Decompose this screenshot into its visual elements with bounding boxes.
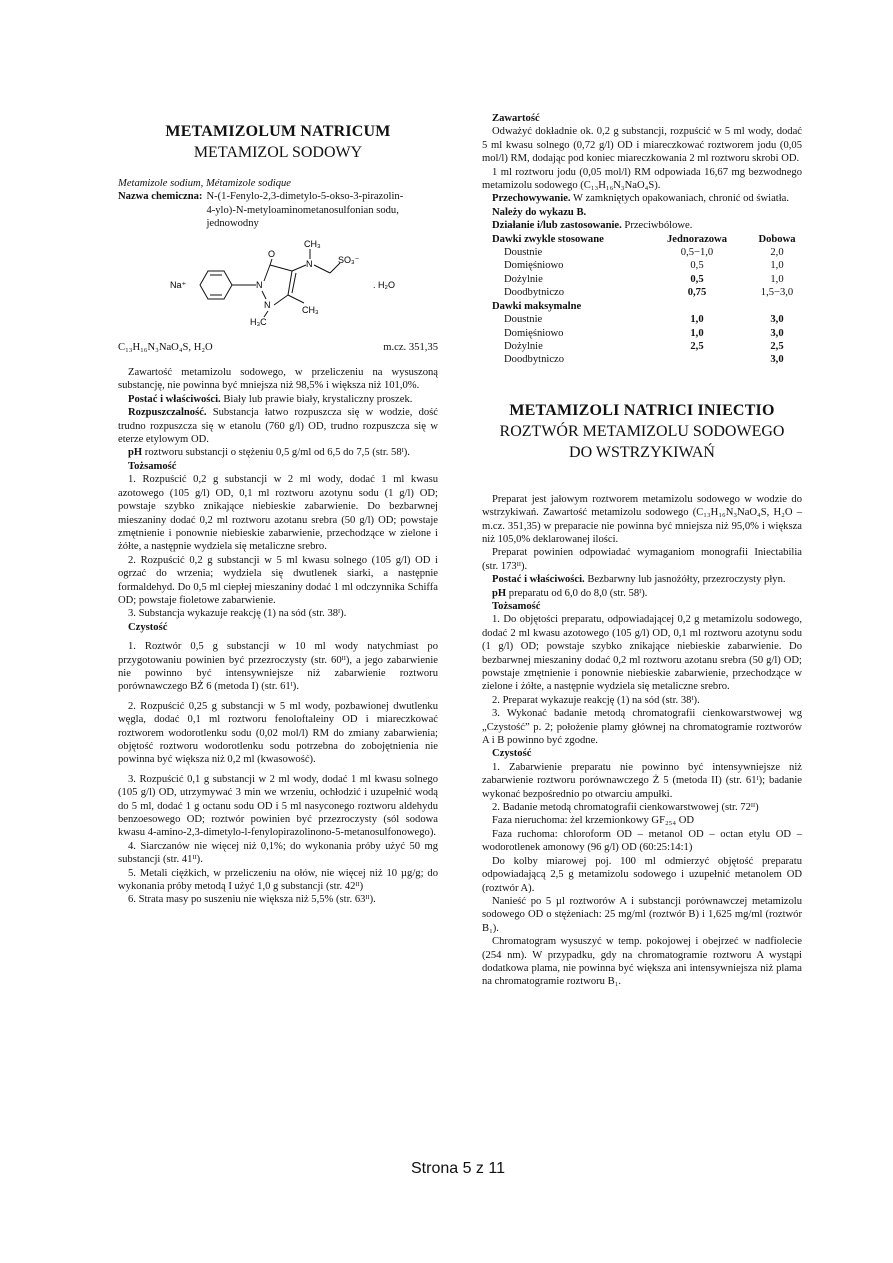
list-b: Należy do wykazu B.	[492, 206, 587, 218]
paragraph-text: 5. Metali ciężkich, w przeliczeniu na ołów, nie więcej niż 10 µg/g; do wykonania próby metodą I użyć 1,0 g substancji (str. 42ᴵᴵ)	[118, 867, 438, 893]
single-dose-value: 2,5	[690, 340, 704, 352]
assay-paragraph: 1 ml roztworu jodu (0,05 mol/l) RM odpowiada 16,67 mg bezwodnego metamizolu sodowego (C₁₃H₁₆N₃NaO₄S).	[482, 166, 802, 192]
paragraph-text: Do kolby miarowej poj. 100 ml odmierzyć objętość preparatu odpowiadającą 2,5 g metamizolu sodowego i uzupełnić metanolem OD (roztwór A).	[482, 855, 802, 894]
ch3-right-label: CH₃	[302, 304, 319, 315]
dose-route: Domięśniowo	[504, 327, 564, 339]
paragraph-text: 2. Rozpuścić 0,25 g substancji w 5 ml wody, pozbawionej dwutlenku węgla, dodać 0,1 ml roztworu fenoloftaleiny OD i miareczkować roztworem wodorotlenku sodu (0,02 mol/l) RM do zmiany zabarwienia; objętość roztworu wodorotlenku sodu potrzebna do zobojętnienia nie powinna być większa niż 0,2 ml (kwasowość).	[118, 700, 438, 766]
paragraph-text: 1. Roztwór 0,5 g substancji w 10 ml wody natychmiast po przygotowaniu powinien być przezroczysty (str. 60ᴵᴵ), a jego zabarwienie nie powinno być intensywniejsze niż zabarwienie roztworu porównawczego BŻ 6 (metoda I) (str. 61ᴵ).	[118, 641, 438, 693]
monograph-title: METAMIZOLUM NATRICUM	[165, 123, 391, 140]
paragraph	[118, 867, 438, 894]
formula-row	[118, 341, 438, 354]
action-lead: Działanie i/lub zastosowanie.	[492, 220, 622, 232]
injection-title: METAMIZOLI NATRICI INIECTIO	[509, 401, 775, 419]
paragraph	[482, 600, 802, 613]
paragraph	[482, 895, 802, 935]
paragraph	[118, 406, 438, 446]
left-column	[118, 122, 438, 907]
daily-dose-value: 2,5	[770, 340, 784, 352]
paragraph-lead: pH	[128, 447, 143, 459]
paragraph-text: 4. Siarczanów nie więcej niż 0,1%; do wykonania próby użyć 50 mg substancji (str. 41ᴵᴵ).	[118, 840, 438, 866]
paragraph-text: 3. Wykonać badanie metodą chromatografii cienkowarstwowej wg „Czystość” p. 2; położenie plamy głównej na chromatogramie roztworów A i B powinno być zgodne.	[482, 708, 802, 747]
paragraph-text: 1. Do objętości preparatu, odpowiadającej 0,2 g metamizolu sodowego, dodać 2 ml kwasu azotowego (105 g/l) OD, 0,1 ml roztworu azotynu sodu (1 g/l) OD; powstaje szybko znikające niebieskie zabarwienie. Do bezbarwnej mieszaniny dodać 0,2 ml roztworu azotanu srebra (50 g/l) OD; powstaje zmętnienie i ponownie niebieskie zabarwienie, przechodzące w zielone i żółte, a następnie wydziela się metaliczne srebro.	[482, 614, 802, 693]
paragraph-lead: Czystość	[492, 748, 532, 760]
paragraph-text: Preparat jest jałowym roztworem metamizolu sodowego w wodzie do wstrzykiwań. Zawartość metamizolu sodowego (C₁₃H₁₆N₃NaO₄S, H₂O – m.cz. 351,35) w preparacie nie powinna być mniejsza niż 95,0% i większa niż 105,0% deklarowanej ilości.	[482, 493, 802, 545]
daily-dose-header: Dobowa	[758, 233, 796, 245]
daily-dose-value: 3,0	[770, 327, 784, 339]
single-dose-value: 1,0	[690, 314, 704, 326]
paragraph-text: 2. Rozpuścić 0,2 g substancji w 5 ml kwasu solnego (105 g/l) OD i ogrzać do wrzenia; wydziela się dwutlenek siarki, a następnie formaldehyd. Do 0,5 ml ciepłej mieszaniny dodać 1 ml odczynnika Schiffa OD; powstaje fioletowe zabarwienie.	[118, 554, 438, 606]
paragraph	[118, 446, 438, 459]
paragraph	[482, 801, 802, 814]
daily-dose-value: 1,0	[770, 273, 784, 285]
assay-paragraph: Odważyć dokładnie ok. 0,2 g substancji, rozpuścić w 5 ml wody, dodać 5 ml kwasu solnego (0,72 g/l) OD i miareczkować roztworem jodu (0,05 mol/l) RM, dodając pod koniec miareczkowania 2 ml roztworu skrobi OD.	[482, 126, 802, 165]
paragraph-lead: Czystość	[128, 621, 168, 633]
paragraph-lead: Postać i właściwości.	[128, 393, 221, 405]
single-dose-value: 0,5	[690, 273, 704, 285]
daily-dose-value: 1,0	[770, 260, 784, 272]
paragraph-lead: Tożsamość	[128, 460, 177, 472]
paragraph-text: Faza nieruchoma: żel krzemionkowy GF₂₅₄ OD	[492, 815, 695, 827]
single-dose-value	[652, 353, 742, 366]
paragraph	[482, 747, 802, 760]
paragraph	[482, 761, 802, 801]
assay-heading: Zawartość	[492, 113, 540, 124]
paragraph-text: Biały lub prawie biały, krystaliczny proszek.	[220, 393, 413, 405]
paragraph-lead: Postać i właściwości.	[492, 574, 585, 586]
dose-route: Doodbytniczo	[504, 287, 565, 299]
single-dose-header: Jednorazowa	[666, 233, 728, 245]
paragraph	[482, 935, 802, 989]
paragraph	[118, 640, 438, 694]
injection-subtitle-1: ROZTWÓR METAMIZOLU SODOWEGO	[499, 422, 785, 440]
dose-route: Dożylnie	[504, 340, 543, 352]
paragraph-lead: Tożsamość	[492, 600, 541, 612]
paragraph-text: Zawartość metamizolu sodowego, w przeliczeniu na wysuszoną substancję, nie powinna być mniejsza niż 98,5% i większa niż 101,0%.	[118, 367, 438, 392]
storage-text: W zamkniętych opakowaniach, chronić od światła.	[570, 193, 790, 205]
paragraph-text: 2. Badanie metodą chromatografii cienkowarstwowej (str. 72ᴵᴵ)	[492, 802, 759, 814]
usual-doses-heading: Dawki zwykle stosowane	[492, 233, 604, 245]
h3c-label: H₃C	[250, 316, 267, 327]
molecular-formula: C₁₃H₁₆N₃NaO₄S, H₂O	[118, 341, 213, 353]
paragraph	[482, 546, 802, 573]
dose-route: Doustnie	[504, 314, 543, 326]
dose-route: Domięśniowo	[504, 260, 564, 272]
paragraph-text: Bezbarwny lub jasnożółty, przezroczysty płyn.	[584, 574, 786, 586]
left-body-text	[118, 366, 438, 907]
paragraph	[482, 613, 802, 693]
paragraph-text: 3. Rozpuścić 0,1 g substancji w 2 ml wody, dodać 1 ml kwasu solnego (105 g/l) OD, utrzymywać 3 min we wrzeniu, ochłodzić i uzupełnić wodą do 5 ml, dodać 1 g octanu sodu OD i 5 ml nasyconego roztworu aldehydu benzoesowego OD; roztwór powinien być przezroczysty (sól sodowa kwasu 4-amino-2,3-dimetylo-l-fenylopirazolinono-5-metanosulfonowego).	[118, 773, 438, 839]
sodium-ion-label: Na⁺	[170, 279, 187, 290]
paragraph	[118, 840, 438, 867]
n2-label: N	[264, 299, 271, 310]
oxygen-label: O	[268, 248, 276, 259]
paragraph	[118, 621, 438, 634]
paragraph	[118, 773, 438, 840]
action-text: Przeciwbólowe.	[621, 220, 693, 232]
molecular-mass: m.cz. 351,35	[383, 341, 438, 353]
chem-label: Nazwa chemiczna:	[118, 191, 203, 203]
max-doses-heading: Dawki maksymalne	[492, 300, 582, 312]
paragraph	[118, 460, 438, 473]
paragraph-text: roztworu substancji o stężeniu 0,5 g/ml od 6,5 do 7,5 (str. 58ᴵ).	[142, 447, 410, 459]
daily-dose-value: 2,0	[770, 247, 784, 259]
empty-cell	[742, 300, 812, 313]
single-dose-value: 0,75	[687, 287, 707, 299]
single-dose-value: 0,5−1,0	[680, 247, 714, 259]
paragraph	[482, 828, 802, 855]
paragraph-text: 6. Strata masy po suszeniu nie większa niż 5,5% (str. 63ᴵᴵ).	[128, 894, 376, 906]
daily-dose-value: 1,5−3,0	[760, 287, 794, 299]
paragraph	[118, 554, 438, 608]
dose-route: Doustnie	[504, 247, 543, 259]
single-dose-value: 0,5	[690, 260, 704, 272]
paragraph-text: Preparat powinien odpowiadać wymaganiom monografii Iniectabilia (str. 173ᴵᴵ).	[482, 547, 802, 572]
paragraph	[482, 573, 802, 586]
empty-cell	[652, 300, 742, 313]
dose-route: Doodbytniczo	[504, 354, 565, 366]
chem-name-text: N-(1-Fenylo-2,3-dimetylo-5-okso-3-pirazolin-4-ylo)-N-metyloaminometanosulfonian sodu, jednowodny	[206, 191, 404, 230]
paragraph-text: 1. Zabarwienie preparatu nie powinno być intensywniejsze niż zabarwienie roztworu porównawczego Ż 5 (metoda II) (str. 61ᴵ); badanie wykonać bezpośrednio po otwarciu ampułki.	[482, 761, 802, 800]
paragraph-lead: pH	[492, 587, 507, 599]
paragraph-text: Nanieść po 5 µl roztworów A i substancji porównawczej metamizolu sodowego OD o stężeniach: 25 mg/ml (roztwór B) i 1,625 mg/ml (roztwór B₁).	[482, 895, 802, 934]
paragraph	[118, 607, 438, 620]
other-names: Metamizole sodium, Métamizole sodique	[118, 178, 292, 189]
structural-formula	[118, 235, 438, 335]
paragraph	[118, 473, 438, 553]
paragraph-text: Chromatogram wysuszyć w temp. pokojowej i obejrzeć w nadfiolecie (254 nm). W przypadku, gdy na chromatogramie roztworu A wystąpi dodatkowa plama, nie powinna być większa ani intensywniejsza niż plama na chromatogramie roztworu B₁.	[482, 936, 802, 988]
n3-label: N	[306, 258, 313, 269]
paragraph-text: 2. Preparat wykazuje reakcję (1) na sód (str. 38ᴵ).	[492, 694, 700, 706]
paragraph	[118, 700, 438, 767]
paragraph	[118, 366, 438, 393]
single-dose-value: 1,0	[690, 327, 704, 339]
ch3-top-label: CH₃	[304, 238, 321, 249]
paragraph	[482, 855, 802, 895]
water-label: . H₂O	[373, 279, 395, 290]
storage-lead: Przechowywanie.	[492, 193, 571, 205]
page-number: Strona 5 z 11	[411, 1160, 505, 1177]
storage-paragraph	[482, 192, 802, 205]
paragraph	[482, 694, 802, 707]
n1-label: N	[256, 279, 263, 290]
daily-dose-value: 3,0	[770, 314, 784, 326]
dose-table	[482, 233, 802, 367]
sulfonate-label: SO₃⁻	[338, 254, 360, 265]
monograph-subtitle: METAMIZOL SODOWY	[193, 144, 363, 161]
paragraph	[118, 893, 438, 906]
paragraph-text: Substancja łatwo rozpuszcza się w wodzie, dość trudno rozpuszcza się w etanolu (760 g/l) OD, trudno rozpuszcza się w eterze etylowym OD.	[118, 407, 438, 446]
paragraph	[118, 393, 438, 406]
paragraph	[482, 707, 802, 747]
paragraph	[482, 493, 802, 547]
paragraph-text: Faza ruchoma: chloroform OD – metanol OD – octan etylu OD – wodorotlenek amonowy (96 g/l) OD (60:25:14:1)	[482, 828, 802, 854]
right-body-text	[482, 493, 802, 989]
paragraph-text: preparatu od 6,0 do 8,0 (str. 58ᴵ).	[506, 587, 648, 599]
paragraph-lead: Rozpuszczalność.	[128, 407, 207, 419]
injection-subtitle-2: DO WSTRZYKIWAŃ	[569, 443, 715, 461]
paragraph-text: 1. Rozpuścić 0,2 g substancji w 2 ml wody, dodać 1 ml kwasu azotowego (105 g/l) OD, 0,1 ml roztworu azotynu sodu (1 g/l) OD; powstaje szybko znikające niebieskie zabarwienie. Do bezbarwnej mieszaniny dodać 0,2 ml roztworu azotanu srebra (50 g/l) OD; powstaje zmętnienie i ponownie niebieskie zabarwienie, przechodzące w zielone i żółte, a następnie wydziela się metaliczne srebro.	[118, 474, 438, 553]
action-paragraph	[482, 219, 802, 232]
paragraph-text: 3. Substancja wykazuje reakcję (1) na sód (str. 38ᴵ).	[128, 608, 347, 620]
chemical-name	[118, 190, 438, 230]
right-column	[482, 112, 802, 989]
dose-route: Dożylnie	[504, 273, 543, 285]
paragraph	[482, 814, 802, 827]
daily-dose-value: 3,0	[770, 354, 784, 366]
paragraph	[482, 587, 802, 600]
